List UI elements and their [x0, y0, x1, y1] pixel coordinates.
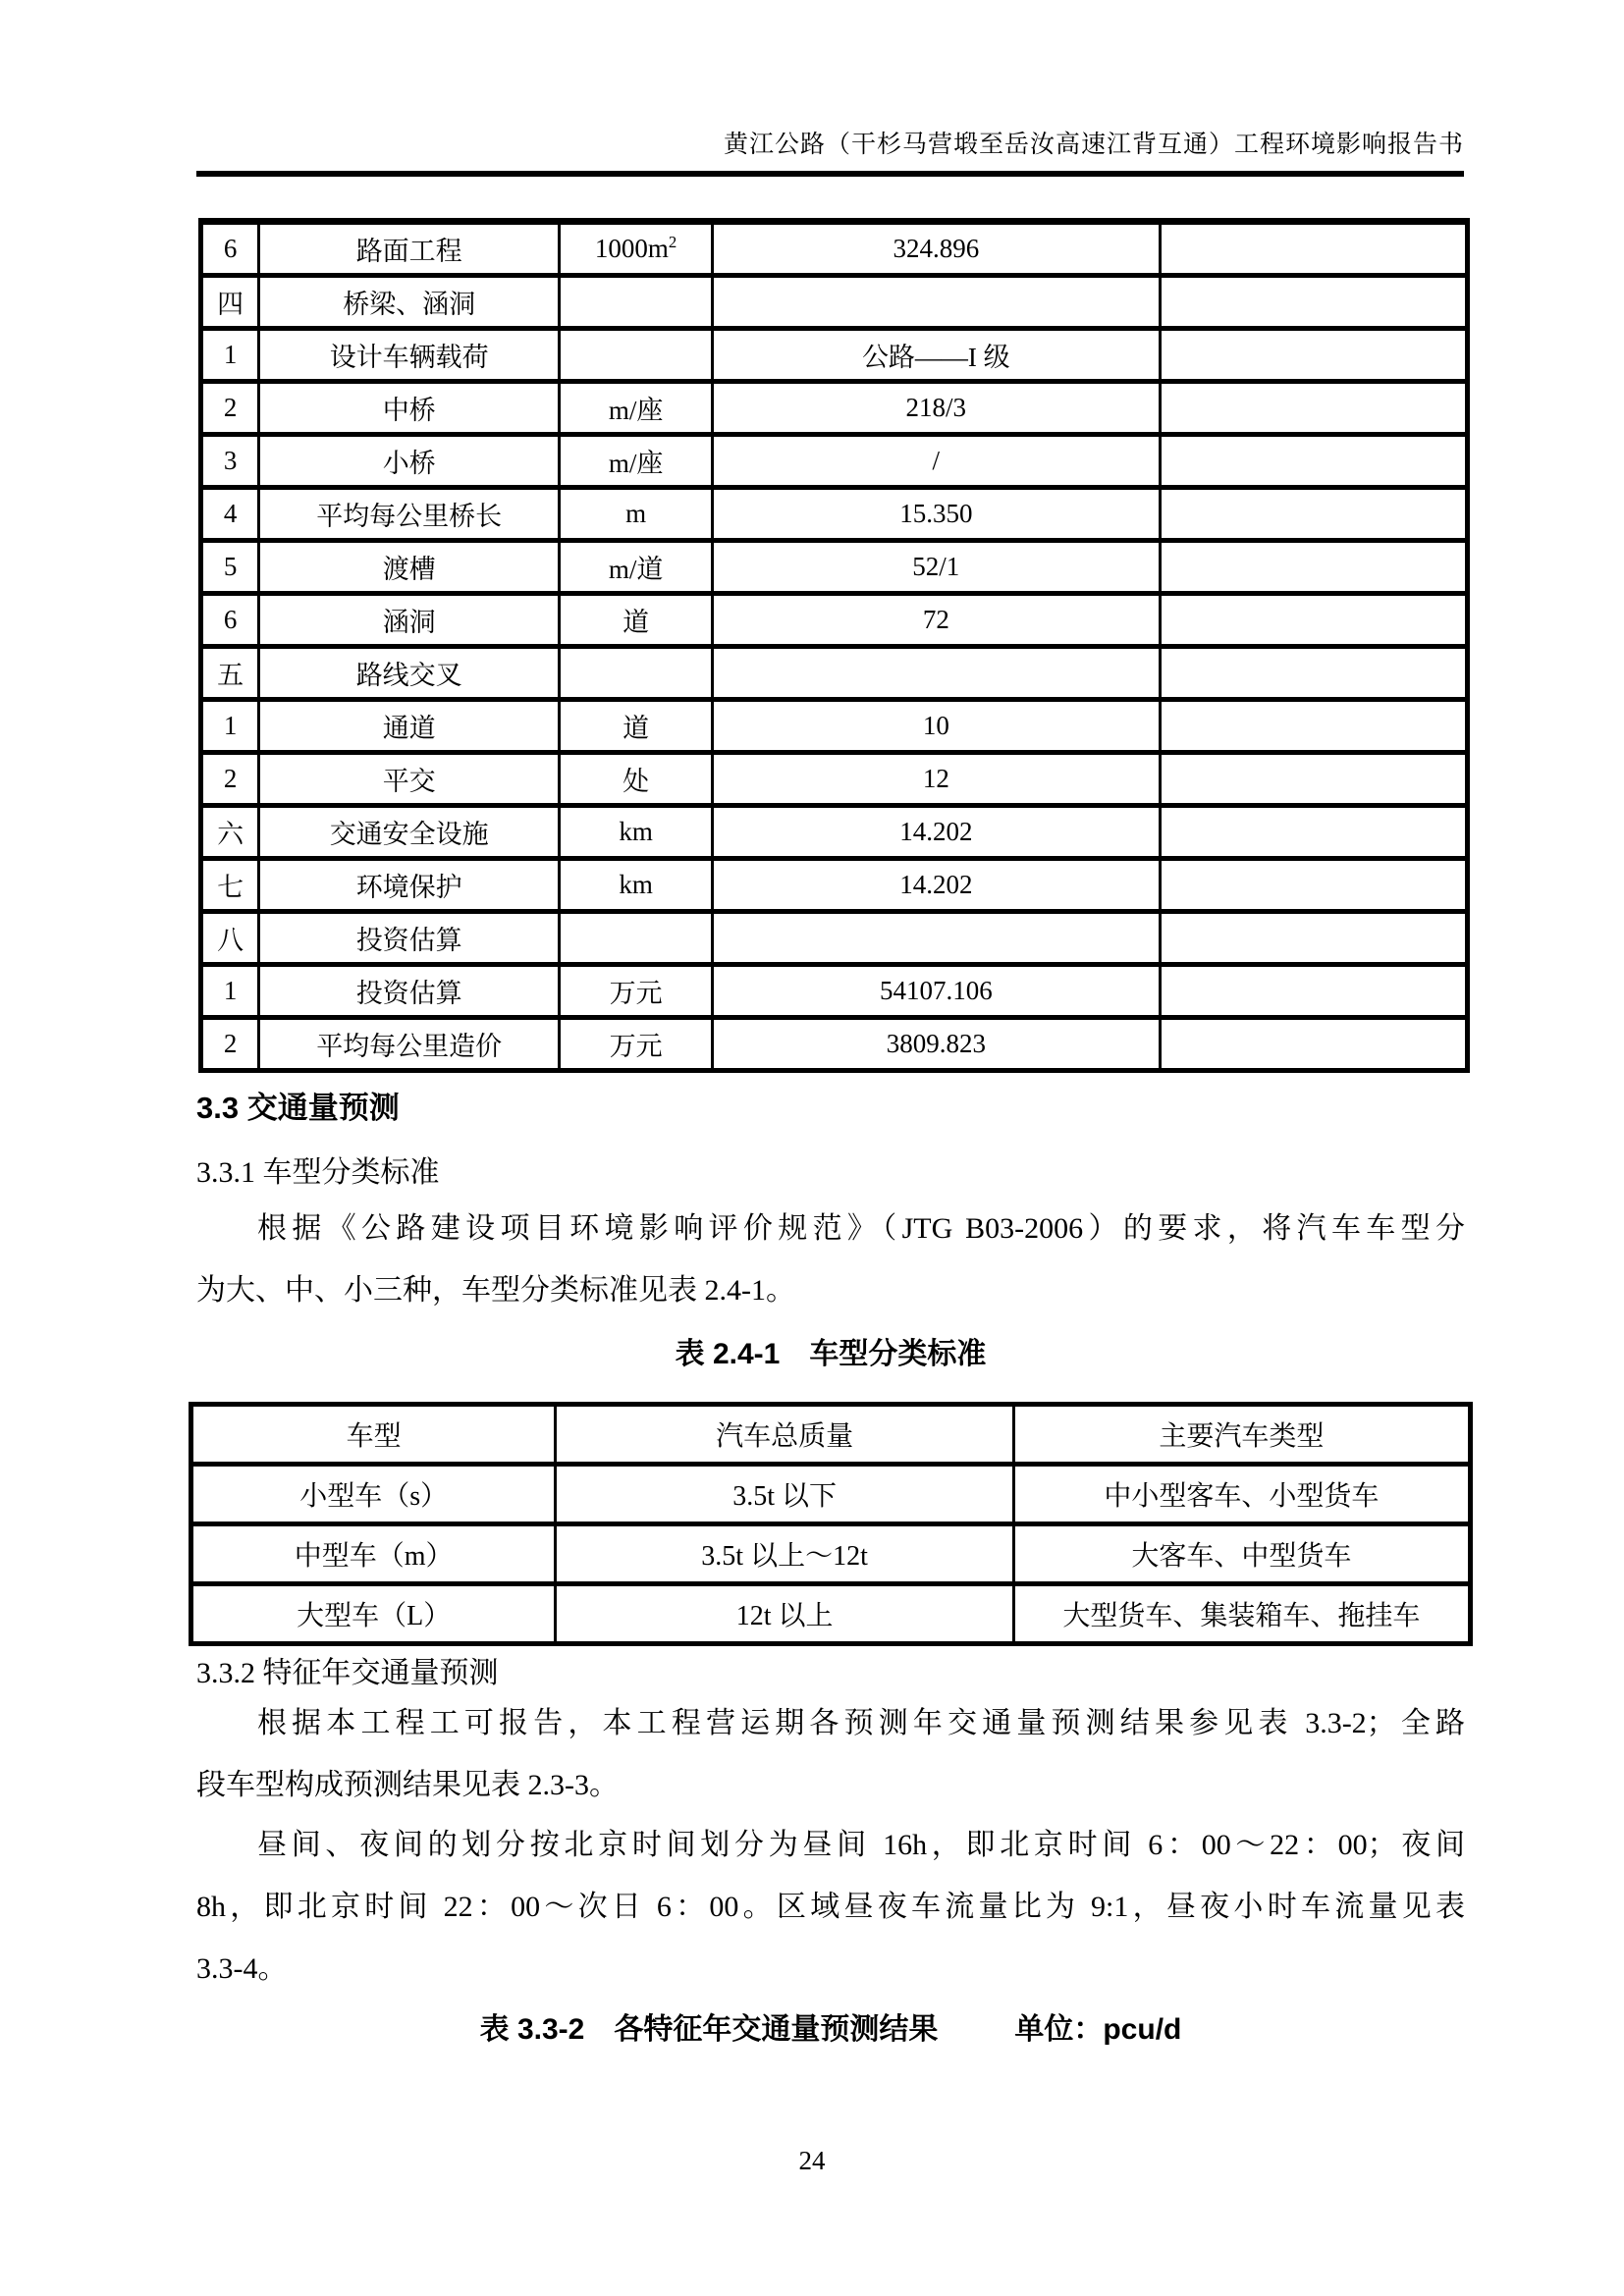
- item-name: 桥梁、涵洞: [259, 276, 560, 329]
- item-unit: [560, 912, 713, 965]
- item-value: 324.896: [713, 222, 1160, 276]
- table-row: [191, 1465, 1471, 1524]
- table-3-3-2-caption-unit: 单位：pcu/d: [1014, 2013, 1182, 2046]
- row-index: 七: [201, 859, 259, 912]
- item-unit: km: [560, 859, 713, 912]
- item-value: 12: [713, 753, 1160, 806]
- item-value: 218/3: [713, 382, 1160, 435]
- paragraph-line: 3.3-4。: [196, 1952, 288, 1985]
- gross-mass: 3.5t 以下: [556, 1465, 1013, 1524]
- row-index: 六: [201, 806, 259, 859]
- section-heading-3-3-1: 3.3.1 车型分类标准: [196, 1156, 440, 1189]
- item-unit: [560, 647, 713, 700]
- vehicle-examples: 中小型客车、小型货车: [1013, 1465, 1470, 1524]
- table-row: [201, 859, 1468, 912]
- vehicle-classification-table-body: [191, 1405, 1471, 1465]
- table-row: [191, 1524, 1471, 1584]
- page-number: 24: [798, 2146, 826, 2175]
- project-quantities-table-body: [201, 222, 1468, 1071]
- paragraph-traffic-forecast: [196, 1692, 1465, 1816]
- paragraph-day-night-split: [196, 1814, 1465, 2000]
- item-unit: $1000m^2$: [560, 222, 713, 276]
- row-index: 2: [201, 1018, 259, 1071]
- item-name: 平交: [259, 753, 560, 806]
- item-value: [713, 647, 1160, 700]
- vehicle-classification-rows: [191, 1465, 1471, 1644]
- paragraph-line: 8h，即北京时间 22：00～次日 6：00。区域昼夜车流量比为 9:1，昼夜小时车流量见表: [196, 1891, 1465, 1923]
- project-quantities-table: [198, 218, 1470, 1073]
- row-index: 2: [201, 382, 259, 435]
- item-unit: 万元: [560, 1018, 713, 1071]
- column-header: 车型: [191, 1405, 556, 1465]
- paragraph-line: 根据《公路建设项目环境影响评价规范》（JTG B03-2006）的要求，将汽车车型分: [257, 1212, 1465, 1245]
- vehicle-type: 小型车（s）: [191, 1465, 556, 1524]
- item-value: 15.350: [713, 488, 1160, 541]
- item-name: 中桥: [259, 382, 560, 435]
- item-value: 公路——I 级: [713, 329, 1160, 382]
- item-note: [1160, 859, 1468, 912]
- item-name: 路线交叉: [259, 647, 560, 700]
- row-index: 八: [201, 912, 259, 965]
- item-unit: m/座: [560, 382, 713, 435]
- item-note: [1160, 647, 1468, 700]
- item-name: 投资估算: [259, 912, 560, 965]
- row-index: 五: [201, 647, 259, 700]
- item-name: 渡槽: [259, 541, 560, 594]
- table-row: [201, 700, 1468, 753]
- row-index: 4: [201, 488, 259, 541]
- item-note: [1160, 435, 1468, 488]
- item-unit: 道: [560, 594, 713, 647]
- item-value: 14.202: [713, 859, 1160, 912]
- paragraph-line: 为大、中、小三种，车型分类标准见表 2.4-1。: [196, 1274, 795, 1307]
- item-value: /: [713, 435, 1160, 488]
- vehicle-type: 中型车（m）: [191, 1524, 556, 1584]
- row-index: 6: [201, 594, 259, 647]
- row-index: 1: [201, 329, 259, 382]
- paragraph-vehicle-classification: [196, 1198, 1465, 1321]
- item-unit: m: [560, 488, 713, 541]
- table-row: [201, 488, 1468, 541]
- item-name: 设计车辆载荷: [259, 329, 560, 382]
- item-name: 小桥: [259, 435, 560, 488]
- vehicle-classification-table: [189, 1402, 1473, 1646]
- table-2-4-1-caption: 表 2.4-1 车型分类标准: [675, 1338, 987, 1370]
- table-row: [201, 1018, 1468, 1071]
- item-note: [1160, 965, 1468, 1018]
- item-note: [1160, 488, 1468, 541]
- item-note: [1160, 382, 1468, 435]
- table-row: [201, 541, 1468, 594]
- table-3-3-2-caption-title: 表 3.3-2 各特征年交通量预测结果: [479, 2013, 939, 2046]
- table-3-3-2-caption: [196, 2010, 1465, 2050]
- item-note: [1160, 806, 1468, 859]
- table-row: [201, 753, 1468, 806]
- section-heading-3-3: 3.3 交通量预测: [196, 1091, 400, 1125]
- superscript: 2: [668, 233, 677, 251]
- item-value: 52/1: [713, 541, 1160, 594]
- item-name: 环境保护: [259, 859, 560, 912]
- section-heading-3-3-2: 3.3.2 特征年交通量预测: [196, 1657, 499, 1689]
- table-row: [201, 222, 1468, 276]
- table-row: [201, 912, 1468, 965]
- item-note: [1160, 753, 1468, 806]
- item-unit: 万元: [560, 965, 713, 1018]
- row-index: 2: [201, 753, 259, 806]
- row-index: 四: [201, 276, 259, 329]
- item-value: [713, 276, 1160, 329]
- column-header: 汽车总质量: [556, 1405, 1013, 1465]
- item-name: 路面工程: [259, 222, 560, 276]
- item-unit: 道: [560, 700, 713, 753]
- item-note: [1160, 329, 1468, 382]
- item-note: [1160, 222, 1468, 276]
- paragraph-line: 段车型构成预测结果见表 2.3-3。: [196, 1769, 619, 1801]
- table-row: [201, 382, 1468, 435]
- row-index: 5: [201, 541, 259, 594]
- item-value: 72: [713, 594, 1160, 647]
- row-index: 1: [201, 700, 259, 753]
- vehicle-examples: 大型货车、集装箱车、拖挂车: [1013, 1584, 1470, 1644]
- table-row: [201, 435, 1468, 488]
- item-name: 投资估算: [259, 965, 560, 1018]
- column-header: 主要汽车类型: [1013, 1405, 1470, 1465]
- item-value: 3809.823: [713, 1018, 1160, 1071]
- item-note: [1160, 1018, 1468, 1071]
- table-row: [201, 647, 1468, 700]
- item-name: 平均每公里桥长: [259, 488, 560, 541]
- row-index: 3: [201, 435, 259, 488]
- paragraph-line: 根据本工程工可报告，本工程营运期各预测年交通量预测结果参见表 3.3-2；全路: [257, 1707, 1465, 1739]
- item-value: 14.202: [713, 806, 1160, 859]
- header-rule: [196, 171, 1464, 177]
- item-name: 平均每公里造价: [259, 1018, 560, 1071]
- item-note: [1160, 541, 1468, 594]
- item-name: 交通安全设施: [259, 806, 560, 859]
- table-row: [201, 965, 1468, 1018]
- item-name: 通道: [259, 700, 560, 753]
- item-note: [1160, 276, 1468, 329]
- page-header-title: 黄江公路（干杉马营塅至岳汝高速江背互通）工程环境影响报告书: [723, 132, 1464, 158]
- item-unit: 处: [560, 753, 713, 806]
- table-row: [201, 806, 1468, 859]
- vehicle-type: 大型车（L）: [191, 1584, 556, 1644]
- item-unit: [560, 276, 713, 329]
- item-value: 54107.106: [713, 965, 1160, 1018]
- vehicle-examples: 大客车、中型货车: [1013, 1524, 1470, 1584]
- table-row: [201, 276, 1468, 329]
- row-index: 6: [201, 222, 259, 276]
- item-unit: [560, 329, 713, 382]
- item-unit: km: [560, 806, 713, 859]
- item-unit: m/座: [560, 435, 713, 488]
- gross-mass: 3.5t 以上～12t: [556, 1524, 1013, 1584]
- item-unit: m/道: [560, 541, 713, 594]
- table-header-row: [191, 1405, 1471, 1465]
- item-note: [1160, 700, 1468, 753]
- table-row: [201, 594, 1468, 647]
- item-note: [1160, 912, 1468, 965]
- row-index: 1: [201, 965, 259, 1018]
- item-value: [713, 912, 1160, 965]
- item-note: [1160, 594, 1468, 647]
- table-row: [201, 329, 1468, 382]
- item-name: 涵洞: [259, 594, 560, 647]
- item-value: 10: [713, 700, 1160, 753]
- paragraph-line: 昼间、夜间的划分按北京时间划分为昼间 16h，即北京时间 6：00～22：00；夜间: [257, 1829, 1465, 1861]
- table-row: [191, 1584, 1471, 1644]
- gross-mass: 12t 以上: [556, 1584, 1013, 1644]
